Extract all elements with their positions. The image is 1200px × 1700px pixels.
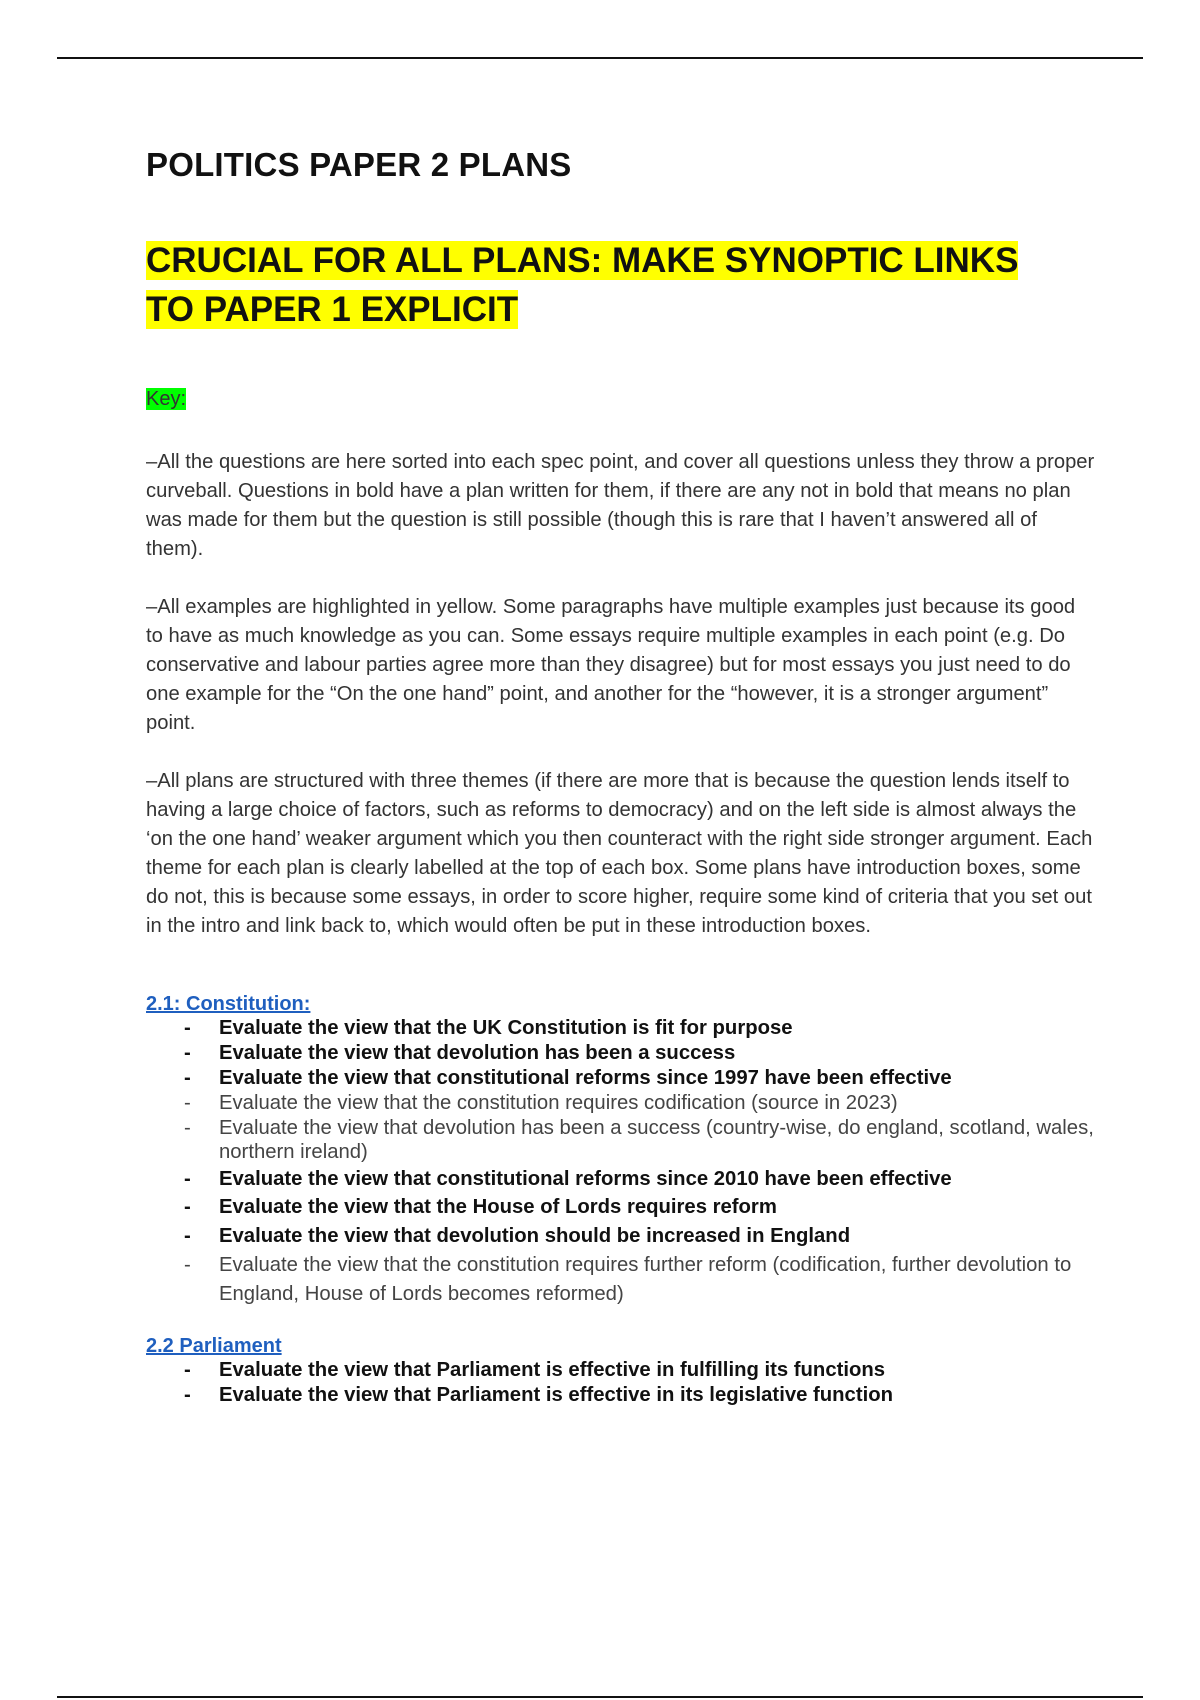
list-item: - Evaluate the view that Parliament is effective in fulfilling its functions: [184, 1358, 886, 1381]
bullet-icon: -: [184, 1224, 191, 1247]
bullet-icon: -: [184, 1167, 191, 1190]
question-list-constitution: [146, 1016, 1096, 1309]
top-rule: [57, 57, 1143, 59]
crucial-line-2: TO PAPER 1 EXPLICIT: [146, 289, 519, 329]
question-list-parliament: [146, 1358, 1096, 1408]
section-constitution: [146, 992, 1096, 1309]
list-item: - Evaluate the view that Parliament is effective in its legislative function: [184, 1383, 893, 1406]
list-item: - Evaluate the view that the constitution requires codification (source in 2023): [184, 1091, 898, 1114]
bullet-icon: -: [184, 1016, 191, 1039]
list-item: - Evaluate the view that the UK Constitution is fit for purpose: [184, 1016, 793, 1039]
bullet-icon: -: [184, 1195, 191, 1218]
section-title-constitution[interactable]: 2.1: Constitution:: [146, 992, 311, 1015]
list-item: - Evaluate the view that devolution should be increased in England: [146, 1222, 1096, 1251]
bullet-icon: -: [184, 1066, 191, 1089]
crucial-heading: [146, 236, 1096, 334]
bullet-icon: -: [184, 1383, 191, 1406]
intro-paragraph-2: –All examples are highlighted in yellow. Some paragraphs have multiple examples just because its good to have as much knowledge as you can. Some essays require multiple examples in each point (e.g. Do conservative and labour parties agree more than they disagree) but for most essays you just need to do one example for the “On the one hand” point, and another for the “however, it is a stronger argument” point.: [146, 595, 1076, 734]
list-item: - Evaluate the view that the constitution requires further reform (codification, further devolution to England, House of Lords becomes reformed): [146, 1251, 1096, 1309]
list-item: - Evaluate the view that the House of Lords requires reform: [146, 1193, 1096, 1222]
section-title-parliament[interactable]: 2.2 Parliament: [146, 1334, 282, 1357]
page-title: POLITICS PAPER 2 PLANS: [146, 146, 572, 183]
list-item: - Evaluate the view that devolution has been a success: [184, 1041, 736, 1064]
bullet-icon: -: [184, 1041, 191, 1064]
bullet-icon: -: [184, 1358, 191, 1381]
bullet-icon: -: [184, 1116, 191, 1139]
key-label: Key:: [146, 387, 187, 410]
list-item: - Evaluate the view that devolution has been a success (country-wise, do england, scotland, wales, northern ireland): [184, 1116, 1094, 1163]
bottom-rule: [57, 1696, 1143, 1698]
intro-paragraph-1: –All the questions are here sorted into each spec point, and cover all questions unless they throw a proper curveball. Questions in bold have a plan written for them, if there are any not in bold that means no plan was made for them but the question is still possible (though this is rare that I haven’t answered all of them).: [146, 450, 1095, 560]
section-parliament: [146, 1334, 1096, 1408]
bullet-icon: -: [184, 1253, 191, 1276]
intro-paragraph-3: –All plans are structured with three themes (if there are more that is because the question lends itself to having a large choice of factors, such as reforms to democracy) and on the left side is almost always the ‘on the one hand’ weaker argument which you then counteract with the right side stronger argument. Each theme for each plan is clearly labelled at the top of each box. Some plans have introduction boxes, some do not, this is because some essays, in order to score higher, require some kind of criteria that you set out in the intro and link back to, which would often be put in these introduction boxes.: [146, 769, 1093, 937]
list-item: - Evaluate the view that constitutional reforms since 2010 have been effective: [146, 1166, 1096, 1193]
bullet-icon: -: [184, 1091, 191, 1114]
crucial-line-1: CRUCIAL FOR ALL PLANS: MAKE SYNOPTIC LINKS: [146, 240, 1019, 280]
document-body: [146, 145, 1096, 1408]
list-item: - Evaluate the view that constitutional reforms since 1997 have been effective: [184, 1066, 952, 1089]
